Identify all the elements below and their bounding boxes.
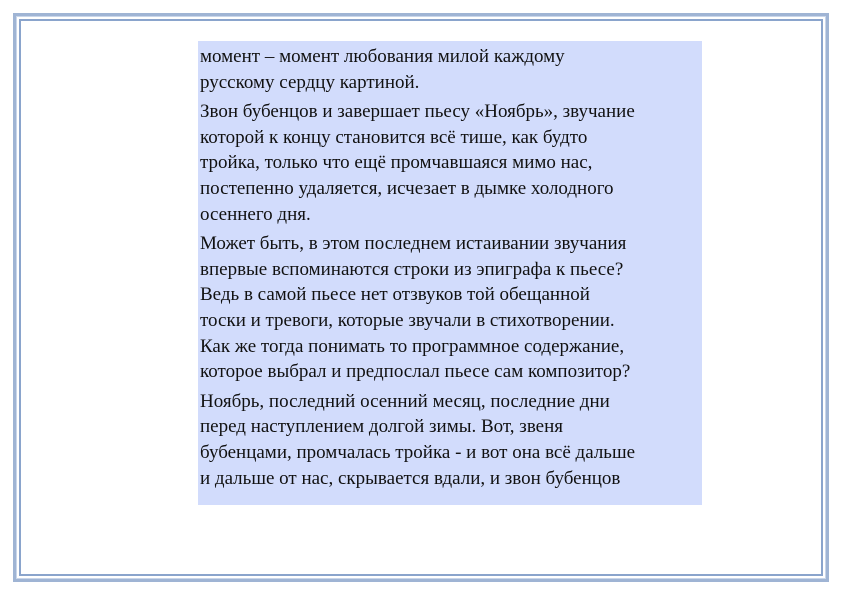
text-line: впервые вспоминаются строки из эпиграфа к пьесе?	[200, 258, 624, 280]
text-line: Как же тогда понимать то программное содержание,	[200, 335, 625, 357]
text-line: которое выбрал и предпослал пьесе сам композитор?	[200, 361, 631, 383]
text-line: русскому сердцу картиной.	[200, 71, 420, 93]
paragraph-2	[200, 99, 700, 227]
paragraph-3	[200, 231, 700, 385]
text-line: осеннего дня.	[200, 203, 311, 225]
text-line: бубенцами, промчалась тройка - и вот она всё дальше	[200, 441, 636, 463]
text-line: тоски и тревоги, которые звучали в стихотворении.	[200, 309, 615, 331]
text-line: перед наступлением долгой зимы. Вот, звеня	[200, 416, 564, 438]
text-line: тройка, только что ещё промчавшаяся мимо нас,	[200, 152, 593, 174]
text-line: момент – момент любования милой каждому	[200, 46, 565, 67]
paragraph-4	[200, 389, 700, 491]
text-line: постепенно удаляется, исчезает в дымке холодного	[200, 177, 614, 199]
text-line: Ноябрь, последний осенний месяц, последние дни	[200, 390, 610, 412]
text-line: и дальше от нас, скрывается вдали, и звон бубенцов	[200, 467, 621, 489]
text-block	[198, 41, 702, 505]
text-line: Звон бубенцов и завершает пьесу «Ноябрь», звучание	[200, 101, 635, 123]
text-line: Ведь в самой пьесе нет отзвуков той обещанной	[200, 284, 590, 306]
text-line: Может быть, в этом последнем истаивании звучания	[200, 233, 627, 255]
paragraph-1	[200, 44, 700, 95]
text-line: которой к концу становится всё тише, как будто	[200, 126, 588, 148]
